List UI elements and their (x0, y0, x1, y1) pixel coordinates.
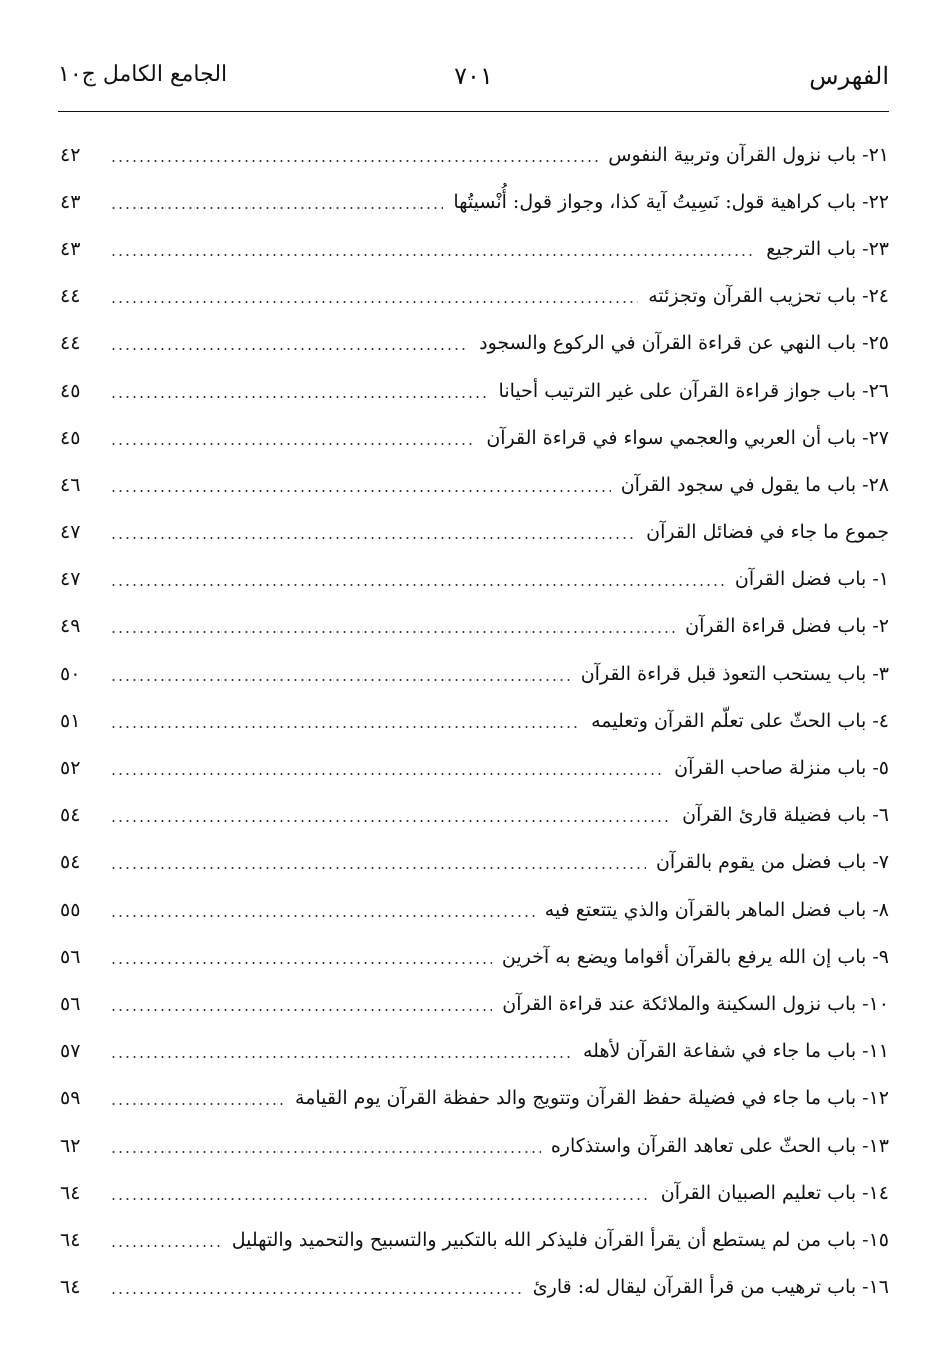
toc-entry-page: ٤٥ (60, 379, 81, 402)
toc-entry-title: ٩- باب إن الله يرفع بالقرآن أقواما ويضع به آخرين (501, 945, 889, 968)
toc-entry-title: ٢١- باب نزول القرآن وتربية النفوس (608, 143, 889, 166)
toc-entry (58, 556, 889, 603)
toc-entry (58, 792, 889, 839)
toc-entry-title: ١١- باب ما جاء في شفاعة القرآن لأهله (582, 1040, 889, 1063)
toc-entry-title: ٢٥- باب النهي عن قراءة القرآن في الركوع والسجود (479, 332, 889, 355)
toc-entry (58, 839, 889, 886)
toc-entry-title: ٤- باب الحثّ على تعلّم القرآن وتعليمه (591, 709, 889, 732)
dot-leader (110, 254, 756, 256)
toc-entry-page: ٥٤ (60, 851, 81, 874)
toc-entry (58, 1122, 889, 1169)
dot-leader (110, 1056, 573, 1058)
toc-entry-title: جموع ما جاء في فضائل القرآن (646, 521, 889, 544)
toc-entry-title: ٧- باب فضل من يقوم بالقرآن (655, 851, 889, 874)
toc-entry-title: ١٥- باب من لم يستطع أن يقرأ القرآن فليذكر الله بالتكبير والتسبيح والتحميد والتهليل (231, 1228, 889, 1251)
toc-entry-title: ٢- باب فضل قراءة القرآن (685, 615, 889, 638)
toc-entry (58, 933, 889, 980)
toc-entry-title: ٢٨- باب ما يقول في سجود القرآن (620, 473, 889, 496)
toc-entry-page: ٥٧ (60, 1040, 81, 1063)
toc-entry-title: ٢٢- باب كراهية قول: نَسِيتُ آية كذا، وجواز قول: أُنْسيتُها (453, 190, 889, 213)
toc-entry-title: ٣- باب يستحب التعوذ قبل قراءة القرآن (580, 662, 889, 685)
toc-entry-title: ١٦- باب ترهيب من قرأ القرآن ليقال له: قارئ (532, 1276, 889, 1299)
dot-leader (110, 160, 598, 162)
toc-entry (58, 509, 889, 556)
toc-entry (58, 273, 889, 320)
toc-entry-title: ٢٣- باب الترجيع (766, 237, 889, 260)
toc-entry (58, 178, 889, 225)
dot-leader (110, 396, 489, 398)
toc-entry-page: ٤٤ (60, 332, 81, 355)
toc-entry-title: ٢٤- باب تحزيب القرآن وتجزئته (648, 285, 889, 308)
dot-leader (110, 867, 646, 869)
dot-leader (110, 773, 664, 775)
toc-entry-title: ١٤- باب تعليم الصبيان القرآن (660, 1181, 889, 1204)
dot-leader (110, 1151, 541, 1153)
toc-entry-title: ٢٧- باب أن العربي والعجمي سواء في قراءة القرآن (486, 426, 889, 449)
toc-entry-title: ٥- باب منزلة صاحب القرآن (674, 757, 889, 780)
toc-entry-title: ١٠- باب نزول السكينة والملائكة عند قراءة القرآن (502, 992, 889, 1015)
dot-leader (110, 490, 611, 492)
toc-entry-page: ٤٤ (60, 285, 81, 308)
toc-entry-page: ٤٧ (60, 568, 81, 591)
table-of-contents (58, 131, 889, 1311)
dot-leader (110, 348, 469, 350)
toc-entry-page: ٤٧ (60, 521, 81, 544)
dot-leader (110, 915, 535, 917)
toc-entry-title: ١- باب فضل القرآن (734, 568, 889, 591)
book-title: الجامع الكامل ج١٠ (58, 62, 228, 87)
dot-leader (110, 301, 638, 303)
toc-entry (58, 414, 889, 461)
toc-entry-title: ٢٦- باب جواز قراءة القرآن على غير الترتيب أحيانا (498, 379, 889, 402)
toc-entry-page: ٥٢ (60, 757, 81, 780)
toc-entry (58, 1028, 889, 1075)
toc-entry (58, 367, 889, 414)
toc-entry-page: ٤٣ (60, 190, 81, 213)
toc-entry-page: ٤٦ (60, 473, 81, 496)
toc-entry (58, 886, 889, 933)
dot-leader (110, 537, 636, 539)
page-number: ٧٠١ (454, 62, 493, 90)
toc-entry-page: ٦٢ (60, 1134, 81, 1157)
dot-leader (110, 679, 571, 681)
toc-entry-page: ٦٤ (60, 1228, 81, 1251)
toc-entry-page: ٤٥ (60, 426, 81, 449)
toc-entry (58, 697, 889, 744)
toc-entry-page: ٥٩ (60, 1087, 81, 1110)
toc-entry-title: ٦- باب فضيلة قارئ القرآن (682, 804, 889, 827)
dot-leader (110, 1103, 285, 1105)
toc-entry (58, 1264, 889, 1311)
dot-leader (110, 584, 725, 586)
dot-leader (110, 962, 492, 964)
toc-entry-title: ١٢- باب ما جاء في فضيلة حفظ القرآن وتتويج والد حفظة القرآن يوم القيامة (295, 1087, 889, 1110)
toc-entry (58, 225, 889, 272)
toc-entry-title: ٨- باب فضل الماهر بالقرآن والذي يتتعتع فيه (544, 898, 889, 921)
toc-entry-page: ٥٤ (60, 804, 81, 827)
dot-leader (110, 1009, 492, 1011)
toc-entry (58, 131, 889, 178)
toc-entry-page: ٥٦ (60, 992, 81, 1015)
dot-leader (110, 1245, 222, 1247)
toc-entry (58, 1169, 889, 1216)
section-title: الفهرس (809, 62, 889, 90)
header-rule (58, 111, 889, 112)
toc-entry (58, 744, 889, 791)
toc-entry (58, 1216, 889, 1263)
dot-leader (110, 1198, 651, 1200)
dot-leader (110, 820, 672, 822)
dot-leader (110, 443, 476, 445)
toc-entry-page: ٥٠ (60, 662, 81, 685)
toc-entry (58, 650, 889, 697)
toc-entry-title: ١٣- باب الحثّ على تعاهد القرآن واستذكاره (550, 1134, 889, 1157)
dot-leader (110, 726, 581, 728)
dot-leader (110, 1292, 523, 1294)
dot-leader (110, 631, 675, 633)
toc-entry-page: ٦٤ (60, 1276, 81, 1299)
toc-entry (58, 461, 889, 508)
toc-entry-page: ٤٩ (60, 615, 81, 638)
toc-entry-page: ٥٦ (60, 945, 81, 968)
toc-entry (58, 1075, 889, 1122)
dot-leader (110, 207, 443, 209)
toc-entry (58, 603, 889, 650)
page-header (58, 62, 889, 102)
toc-entry (58, 320, 889, 367)
toc-entry-page: ٥١ (60, 709, 81, 732)
toc-entry-page: ٥٥ (60, 898, 81, 921)
toc-entry-page: ٤٣ (60, 237, 81, 260)
toc-entry-page: ٤٢ (60, 143, 81, 166)
toc-entry-page: ٦٤ (60, 1181, 81, 1204)
toc-entry (58, 980, 889, 1027)
